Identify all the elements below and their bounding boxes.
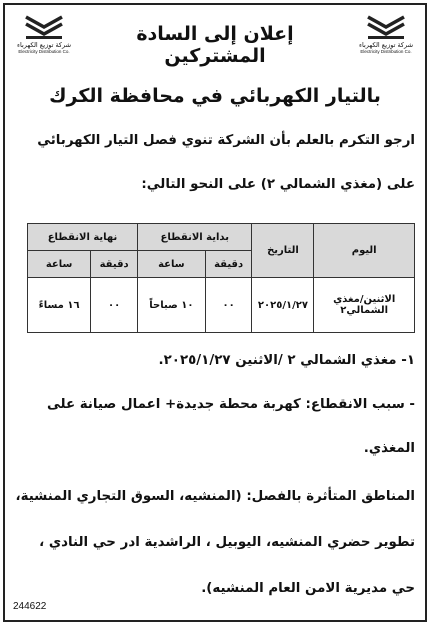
reference-number: 244622 — [13, 601, 47, 612]
intro-line-2: على (مغذي الشمالي ٢) على النحو التالي: — [141, 177, 415, 192]
company-logo-left — [11, 15, 77, 55]
logo-english-text: Electricity Distribution Co. — [18, 49, 70, 54]
outage-schedule-table — [27, 223, 415, 333]
header-start: بداية الانقطاع — [138, 224, 252, 251]
announcement-subtitle: بالتيار الكهربائي في محافظة الكرك — [49, 85, 381, 107]
header-end: نهاية الانقطاع — [28, 224, 138, 251]
cell-end-hour: ١٦ مساءً — [28, 278, 91, 333]
intro-line-1: ارجو التكرم بالعلم بأن الشركة تنوي فصل التيار الكهربائي — [37, 133, 415, 148]
logo-arabic-text: شركة توزيع الكهرباء — [358, 41, 414, 49]
cell-end-minute: ٠٠ — [91, 278, 138, 333]
company-emblem-icon — [24, 15, 64, 41]
logo-arabic-text: شركة توزيع الكهرباء — [16, 41, 72, 49]
table-row — [28, 278, 415, 333]
item-1-line: ١- مغذي الشمالي ٢ /الاثنين ٢٠٢٥/١/٢٧. — [158, 353, 415, 368]
header-start-hour: ساعة — [138, 251, 206, 278]
reason-line-1: - سبب الانقطاع: كهربة محطة جديدة+ اعمال صيانة على — [46, 397, 415, 412]
affected-areas-line-1: المناطق المتأثرة بالفصل: (المنشيه، السوق التجاري المنشية، — [15, 489, 415, 504]
cell-start-hour: ١٠ صباحاً — [138, 278, 206, 333]
company-emblem-icon — [366, 15, 406, 41]
header-end-hour: ساعة — [28, 251, 91, 278]
header-end-minute: دقيقة — [91, 251, 138, 278]
announcement-title: إعلان إلى السادة المشتركين — [136, 23, 294, 67]
affected-areas-line-3: حي مديرية الامن العام المنشيه). — [201, 581, 415, 596]
header-date: التاريخ — [252, 224, 314, 278]
header-start-minute: دقيقة — [205, 251, 252, 278]
cell-date: ٢٠٢٥/١/٢٧ — [252, 278, 314, 333]
cell-start-minute: ٠٠ — [205, 278, 252, 333]
affected-areas-line-2: تطوير حضري المنشيه، اليوبيل ، الراشدية ادر حي النادي ، — [39, 535, 415, 550]
header-day: اليوم — [314, 224, 415, 278]
announcement-page — [3, 3, 427, 622]
company-logo-right — [353, 15, 419, 55]
logo-english-text: Electricity Distribution Co. — [360, 49, 412, 54]
cell-day: الاثنين/مغذي الشمالي٢ — [314, 278, 415, 333]
reason-line-2: المغذي. — [363, 441, 415, 456]
